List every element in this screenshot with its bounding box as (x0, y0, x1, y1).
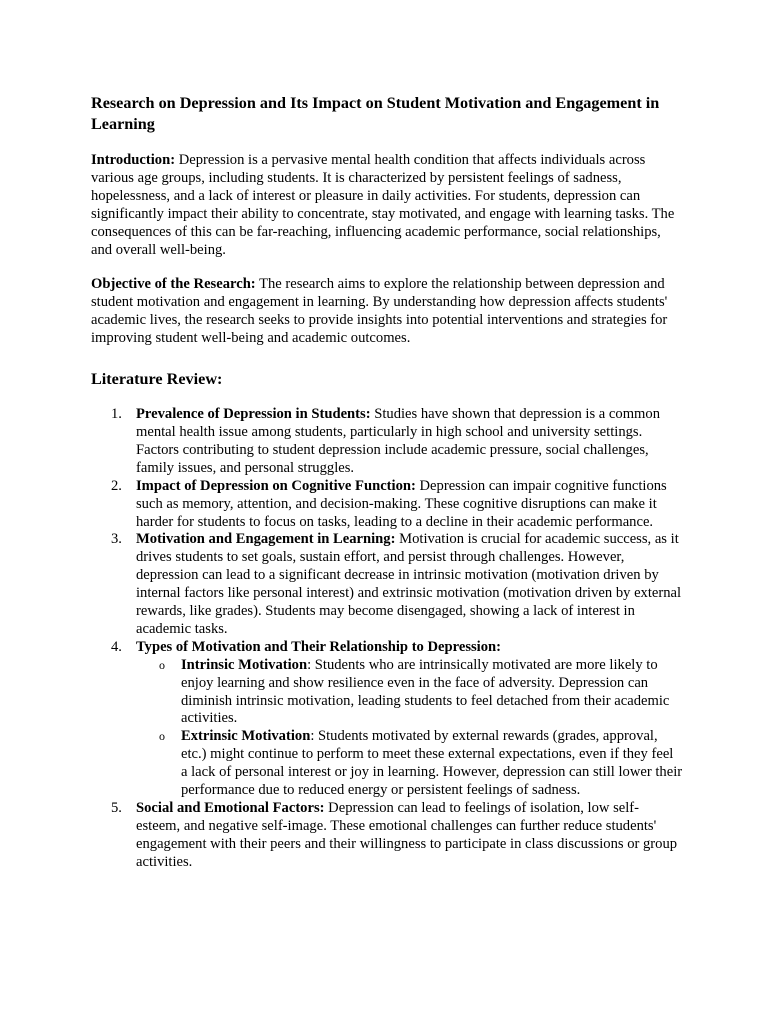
objective-paragraph (91, 276, 683, 348)
introduction-label: Introduction: (91, 152, 176, 168)
sub-list-item-label: Intrinsic Motivation (181, 656, 308, 673)
document-page (91, 93, 683, 872)
objective-text: The research aims to explore the relationship between depression and student motivation and engagement in learning. By understanding how depression affects students' academic lives, the research seeks to provide insights into potential interventions and strategies for improving student well-being and academic outcomes. (91, 276, 668, 347)
list-item-number: 3. (111, 531, 122, 548)
objective-label: Objective of the Research: (91, 276, 256, 293)
list-item (91, 800, 683, 872)
introduction-paragraph (91, 152, 683, 259)
sub-list-item (136, 728, 683, 800)
list-item (91, 478, 683, 532)
list-item-label: Motivation and Engagement in Learning: (136, 531, 396, 548)
literature-review-list (91, 406, 683, 872)
circle-bullet-icon: o (159, 657, 165, 672)
list-item-number: 5. (111, 800, 122, 816)
introduction-text: Depression is a pervasive mental health condition that affects individuals across various age groups, including students. It is characterized by persistent feelings of sadness, hopelessness, and a lack of interest or pleasure in daily activities. For students, depression can significantly impact their ability to concentrate, stay motivated, and engage with learning tasks. The consequences of this can be far-reaching, influencing academic performance, social relationships, and overall well-being. (91, 152, 675, 258)
sub-list-item-text: : Students who are intrinsically motivated are more likely to enjoy learning and show resilience even in the face of adversity. Depression can diminish intrinsic motivation, leading students to feel detached from their academic activities. (181, 656, 670, 727)
list-item (91, 531, 683, 638)
list-item-number: 2. (111, 477, 122, 494)
list-item-text: Motivation is crucial for academic success, as it drives students to set goals, sustain effort, and persist through challenges. However, depression can lead to a significant decrease in intrinsic motivation (motivation driven by internal factors like personal interest) and extrinsic motivation (motivation driven by external rewards, like grades). Students may become disengaged, showing a lack of interest in academic tasks. (136, 531, 682, 637)
list-item (91, 639, 683, 800)
list-item-label: Types of Motivation and Their Relationship to Depression: (136, 638, 502, 655)
sub-list-item (136, 657, 683, 729)
literature-review-heading: Literature Review: (91, 370, 223, 389)
list-item-text: Depression can impair cognitive functions such as memory, attention, and decision-making. These cognitive disruptions can make it harder for students to focus on tasks, leading to a decline in their academic performance. (136, 477, 667, 530)
document-title: Research on Depression and Its Impact on Student Motivation and Engagement in Learning (91, 94, 660, 133)
list-item-text: Studies have shown that depression is a common mental health issue among students, particularly in high school and university settings. Factors contributing to student depression include academic pressure, social challenges, family issues, and personal struggles. (136, 406, 660, 476)
list-item (91, 406, 683, 478)
list-item-number: 4. (111, 638, 122, 655)
sub-list-item-text: : Students motivated by external rewards (grades, approval, etc.) might continue to perform to meet these external expectations, even if they feel a lack of personal interest or joy in learning. However, depression can still lower their performance due to reduced energy or persistent feelings of sadness. (181, 728, 683, 799)
list-item-label: Social and Emotional Factors: (136, 800, 325, 816)
list-item-label: Impact of Depression on Cognitive Function: (136, 477, 416, 494)
list-item-text: Depression can lead to feelings of isolation, low self-esteem, and negative self-image. These emotional challenges can further reduce students' engagement with their peers and their willingness to participate in class discussions or group activities. (136, 800, 678, 870)
list-item-number: 1. (111, 406, 122, 423)
list-item-label: Prevalence of Depression in Students: (136, 406, 371, 423)
sub-list-item-label: Extrinsic Motivation (181, 728, 311, 745)
motivation-types-sublist (136, 657, 683, 800)
circle-bullet-icon: o (159, 729, 165, 744)
